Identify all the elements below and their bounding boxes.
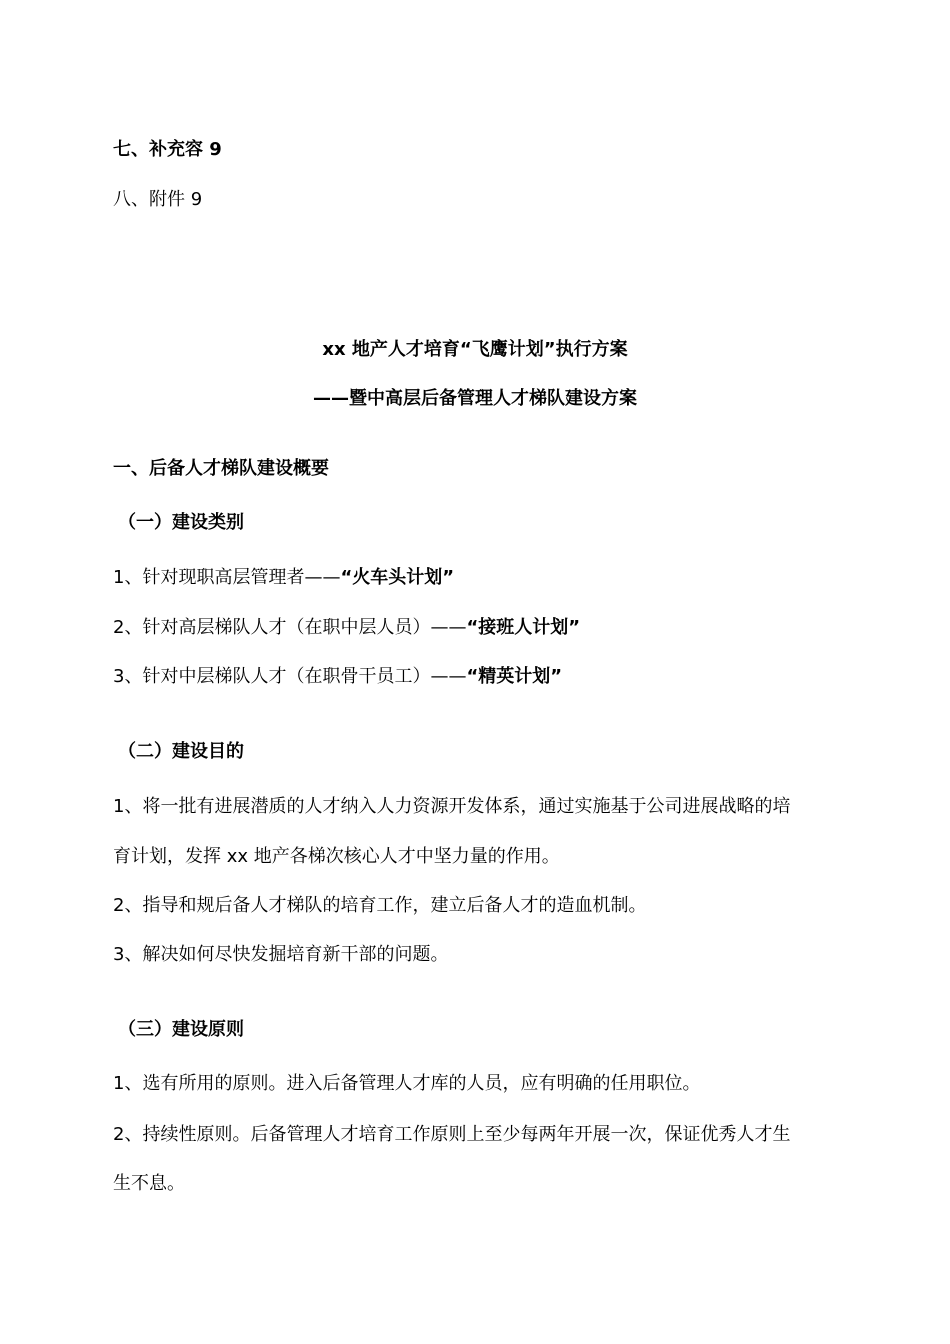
category-item-1-emphasis: “火车头计划” (340, 567, 455, 588)
document-title: xx 地产人才培育“飞鹰计划”执行方案 (322, 339, 628, 360)
principle-item-2-line-2: 生不息。 (113, 1173, 185, 1194)
toc-item-8: 八、附件 9 (113, 189, 203, 210)
purpose-item-1-line-1: 1、将一批有进展潜质的人才纳入人力资源开发体系，通过实施基于公司进展战略的培 (113, 796, 791, 817)
category-item-3-text: 3、针对中层梯队人才（在职骨干员工）—— (113, 666, 467, 687)
category-item-2 (113, 616, 580, 640)
purpose-item-1-line-2: 育计划，发挥 xx 地产各梯次核心人才中坚力量的作用。 (113, 846, 560, 867)
purpose-item-3: 3、解决如何尽快发掘培育新干部的问题。 (113, 944, 449, 965)
category-item-3 (113, 665, 562, 689)
toc-item-7: 七、补充容 9 (113, 139, 222, 160)
purpose-item-2: 2、指导和规后备人才梯队的培育工作，建立后备人才的造血机制。 (113, 895, 647, 916)
document-subtitle: ——暨中高层后备管理人才梯队建设方案 (313, 388, 637, 409)
category-item-3-emphasis: “精英计划” (466, 666, 563, 687)
category-item-1 (113, 566, 454, 590)
category-item-2-text: 2、针对高层梯队人才（在职中层人员）—— (113, 617, 467, 638)
category-item-2-emphasis: “接班人计划” (466, 617, 581, 638)
part-3-heading: （三）建设原则 (118, 1019, 244, 1040)
principle-item-1: 1、选有所用的原则。进入后备管理人才库的人员，应有明确的任用职位。 (113, 1073, 701, 1094)
principle-item-2-line-1: 2、持续性原则。后备管理人才培育工作原则上至少每两年开展一次，保证优秀人才生 (113, 1124, 791, 1145)
category-item-1-text: 1、针对现职高层管理者—— (113, 567, 341, 588)
part-1-heading: （一）建设类别 (118, 512, 244, 533)
section-1-heading: 一、后备人才梯队建设概要 (113, 458, 329, 479)
part-2-heading: （二）建设目的 (118, 741, 244, 762)
